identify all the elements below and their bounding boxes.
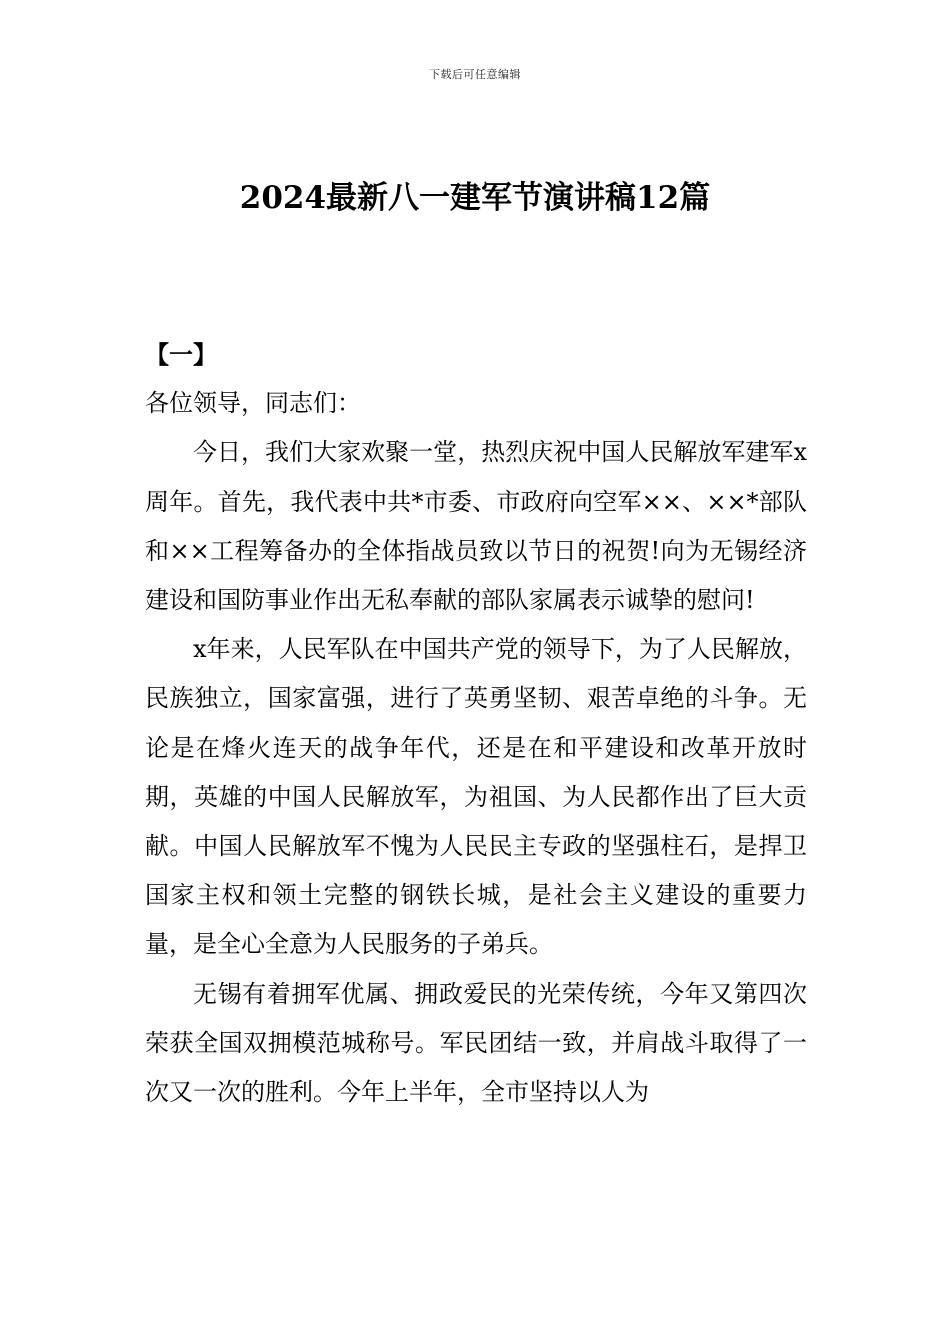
paragraph-1: 今日，我们大家欢聚一堂，热烈庆祝中国人民解放军建军x周年。首先，我代表中共*市委、市政府向空军××、××*部队和××工程筹备办的全体指战员致以节日的祝贺!向为无锡经济建设和国防事业作出无私奉献的部队家属表示诚挚的慰问! [145, 438, 807, 615]
document-title: 2024最新八一建军节演讲稿12篇 [239, 180, 711, 216]
page-header-note: 下载后可任意编辑 [429, 68, 521, 81]
salutation: 各位领导，同志们： [145, 389, 361, 418]
document-body [145, 330, 807, 1117]
section-label: 【一】 [145, 340, 217, 369]
paragraph-3: 无锡有着拥军优属、拥政爱民的光荣传统，今年又第四次荣获全国双拥模范城称号。军民团结一致，并肩战斗取得了一次又一次的胜利。今年上半年，全市坚持以人为 [145, 979, 807, 1107]
paragraph-2: x年来，人民军队在中国共产党的领导下，为了人民解放，民族独立，国家富强，进行了英勇坚韧、艰苦卓绝的斗争。无论是在烽火连天的战争年代，还是在和平建设和改革开放时期，英雄的中国人民解放军，为祖国、为人民都作出了巨大贡献。中国人民解放军不愧为人民民主专政的坚强柱石，是捍卫国家主权和领土完整的钢铁长城，是社会主义建设的重要力量，是全心全意为人民服务的子弟兵。 [145, 635, 807, 959]
